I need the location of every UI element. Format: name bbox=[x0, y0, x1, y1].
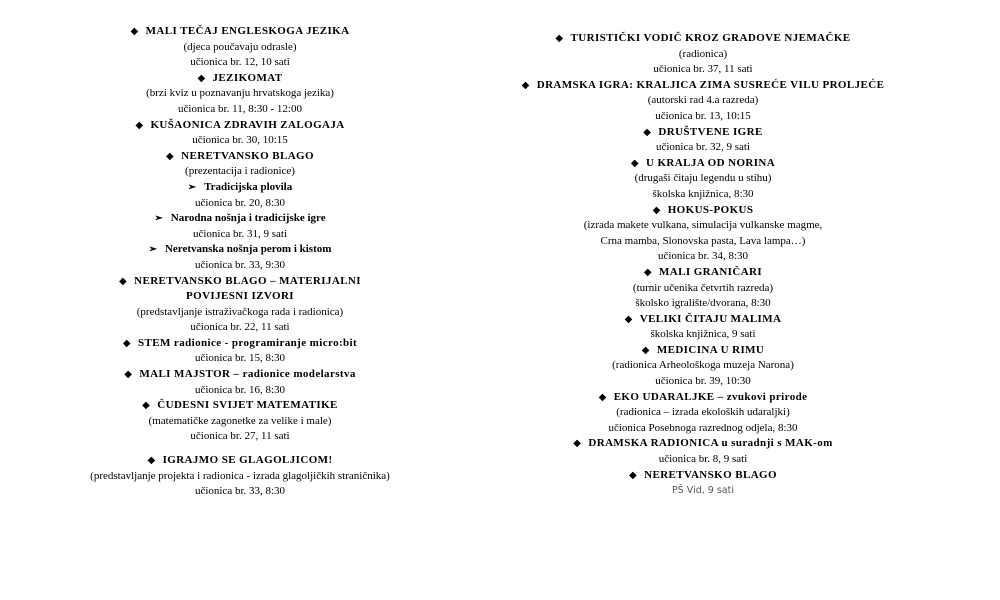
activity-detail bbox=[478, 109, 928, 125]
activity-detail bbox=[478, 281, 928, 297]
activity-title bbox=[478, 343, 928, 359]
activity-detail bbox=[478, 187, 928, 203]
activity-title bbox=[478, 125, 928, 141]
activity-detail bbox=[30, 351, 450, 367]
line-text: MALI TEČAJ ENGLESKOGA JEZIKA bbox=[145, 25, 350, 37]
activity-detail bbox=[478, 358, 928, 374]
line-text: IGRAJMO SE GLAGOLJICOM! bbox=[162, 454, 333, 467]
line-text: učionica br. 31, 9 sati bbox=[192, 227, 288, 240]
line-text: učionica br. 13, 10:15 bbox=[655, 109, 751, 122]
activity-title bbox=[30, 398, 450, 414]
diamond-bullet-icon: ◆ bbox=[641, 344, 650, 356]
line-text: (autorski rad 4.a razreda) bbox=[647, 94, 759, 107]
activity-detail bbox=[30, 133, 450, 149]
activity-detail bbox=[478, 93, 928, 109]
line-text: učionica br. 30, 10:15 bbox=[192, 134, 288, 147]
line-text: NERETVANSKO BLAGO bbox=[181, 149, 314, 162]
line-text: MALI MAJSTOR – radionice modelarstva bbox=[139, 368, 356, 381]
diamond-bullet-icon: ◆ bbox=[643, 126, 652, 138]
line-text: DRAMSKA RADIONICA u suradnji s MAK-om bbox=[588, 437, 833, 450]
diamond-bullet-icon: ◆ bbox=[652, 204, 661, 216]
activity-title bbox=[478, 468, 928, 484]
activity-detail bbox=[478, 374, 928, 390]
activity-title bbox=[478, 31, 928, 47]
activity-title bbox=[30, 71, 450, 87]
line-text: učionica br. 15, 8:30 bbox=[194, 352, 286, 365]
line-text: učionica br. 8, 9 sati bbox=[658, 453, 748, 466]
line-text: (predstavljanje istraživačkoga rada i radionica) bbox=[136, 305, 344, 318]
diamond-bullet-icon: ◆ bbox=[573, 438, 582, 450]
activity-title bbox=[478, 203, 928, 219]
activity-title bbox=[30, 367, 450, 383]
line-text: (izrada makete vulkana, simulacija vulkanske magme, bbox=[583, 219, 823, 232]
activity-detail bbox=[478, 421, 928, 437]
line-text: MALI GRANIČARI bbox=[659, 265, 763, 278]
line-text: DRUŠTVENE IGRE bbox=[658, 125, 763, 138]
line-text: Crna mamba, Slonovska pasta, Lava lampa…) bbox=[600, 234, 806, 247]
line-text: JEZIKOMAT bbox=[212, 71, 283, 84]
activity-location bbox=[478, 483, 928, 499]
activity-detail bbox=[30, 102, 450, 118]
line-text: NERETVANSKO BLAGO bbox=[644, 468, 777, 481]
activity-title bbox=[30, 118, 450, 134]
diamond-bullet-icon: ◆ bbox=[197, 72, 206, 84]
line-text: (matematičke zagonetke za velike i male) bbox=[148, 414, 332, 427]
line-text: POVIJESNI IZVORI bbox=[186, 290, 294, 303]
right-column bbox=[478, 31, 928, 499]
diamond-bullet-icon: ◆ bbox=[119, 275, 128, 287]
line-text: (radionica) bbox=[678, 47, 728, 60]
activity-detail bbox=[30, 196, 450, 212]
activity-detail bbox=[478, 296, 928, 312]
activity-detail bbox=[30, 40, 450, 56]
activity-detail bbox=[30, 484, 450, 500]
line-text: DRAMSKA IGRA: KRALJICA ZIMA SUSREĆE VILU PROLJEĆE bbox=[536, 78, 885, 91]
diamond-bullet-icon: ◆ bbox=[122, 337, 131, 349]
line-text: učionica br. 20, 8:30 bbox=[194, 196, 286, 209]
activity-detail bbox=[478, 452, 928, 468]
activity-detail bbox=[30, 469, 450, 485]
line-text: učionica br. 33, 8:30 bbox=[194, 485, 286, 498]
line-text: (turnir učenika četvrtih razreda) bbox=[632, 281, 774, 294]
diamond-bullet-icon: ◆ bbox=[142, 400, 151, 412]
line-text: (predstavljanje projekta i radionica - izrada glagoljičkih straničnika) bbox=[90, 469, 390, 482]
activity-title bbox=[478, 265, 928, 281]
diamond-bullet-icon: ◆ bbox=[555, 33, 564, 44]
activity-detail bbox=[30, 227, 450, 243]
activity-title bbox=[30, 274, 450, 290]
activity-title bbox=[30, 24, 450, 40]
activity-title bbox=[478, 436, 928, 452]
activity-detail bbox=[478, 218, 928, 234]
diamond-bullet-icon: ◆ bbox=[598, 391, 607, 403]
arrow-bullet-icon: ➢ bbox=[154, 213, 163, 225]
diamond-bullet-icon: ◆ bbox=[630, 157, 639, 169]
line-text: učionica br. 37, 11 sati bbox=[653, 63, 753, 76]
line-text: PŠ Vid, 9 sati bbox=[672, 485, 734, 497]
line-text: KUŠAONICA ZDRAVIH ZALOGAJA bbox=[150, 118, 345, 131]
line-text: učionica br. 27, 11 sati bbox=[190, 430, 290, 443]
line-text: Tradicijska plovila bbox=[204, 180, 293, 193]
activity-title-continued bbox=[30, 289, 450, 305]
activity-detail bbox=[478, 171, 928, 187]
activity-detail bbox=[30, 55, 450, 71]
line-text: školska knjižnica, 8:30 bbox=[652, 187, 754, 200]
line-text: (drugaši čitaju legendu u stihu) bbox=[634, 172, 772, 185]
activity-detail bbox=[478, 405, 928, 421]
diamond-bullet-icon: ◆ bbox=[135, 119, 144, 131]
activity-detail bbox=[30, 383, 450, 399]
activity-detail bbox=[478, 327, 928, 343]
line-text: učionica br. 33, 9:30 bbox=[194, 258, 286, 271]
arrow-bullet-icon: ➢ bbox=[187, 181, 197, 193]
line-text: (prezentacija i radionice) bbox=[185, 165, 295, 178]
line-text: školsko igralište/dvorana, 8:30 bbox=[635, 297, 771, 310]
line-text: učionica br. 12, 10 sati bbox=[190, 56, 290, 69]
activity-detail bbox=[30, 258, 450, 274]
activity-title bbox=[30, 453, 450, 469]
line-text: EKO UDARALJKE – zvukovi prirode bbox=[613, 390, 808, 403]
diamond-bullet-icon: ◆ bbox=[624, 313, 633, 325]
diamond-bullet-icon: ◆ bbox=[629, 469, 638, 481]
diamond-bullet-icon: ◆ bbox=[147, 455, 156, 467]
line-text: TURISTIČKI VODIČ KROZ GRADOVE NJEMAČKE bbox=[570, 32, 851, 44]
diamond-bullet-icon: ◆ bbox=[643, 266, 652, 278]
sub-activity bbox=[30, 180, 450, 196]
activity-detail bbox=[478, 62, 928, 78]
activity-detail bbox=[478, 140, 928, 156]
line-text: STEM radionice - programiranje micro:bit bbox=[138, 336, 358, 349]
activity-detail bbox=[30, 320, 450, 336]
diamond-bullet-icon: ◆ bbox=[166, 150, 175, 162]
activity-title bbox=[478, 78, 928, 94]
diamond-bullet-icon: ◆ bbox=[124, 369, 133, 381]
line-text: učionica Posebnoga razrednog odjela, 8:30 bbox=[608, 421, 798, 434]
line-text: (djeca poučavaju odrasle) bbox=[183, 40, 297, 53]
line-text: učionica br. 34, 8:30 bbox=[657, 250, 749, 263]
line-text: školska knjižnica, 9 sati bbox=[650, 328, 756, 341]
line-text: ČUDESNI SVIJET MATEMATIKE bbox=[157, 399, 338, 412]
activity-title bbox=[30, 336, 450, 352]
activity-title bbox=[478, 390, 928, 406]
left-column bbox=[30, 24, 450, 500]
spacer bbox=[30, 445, 450, 453]
line-text: učionica br. 16, 8:30 bbox=[194, 383, 286, 396]
line-text: NERETVANSKO BLAGO – MATERIJALNI bbox=[134, 274, 361, 287]
line-text: učionica br. 39, 10:30 bbox=[655, 375, 751, 388]
activity-detail bbox=[30, 305, 450, 321]
activity-detail bbox=[478, 249, 928, 265]
diamond-bullet-icon: ◆ bbox=[521, 79, 530, 91]
activity-detail bbox=[30, 86, 450, 102]
line-text: (brzi kviz u poznavanju hrvatskoga jezika) bbox=[146, 87, 334, 100]
line-text: učionica br. 22, 11 sati bbox=[190, 321, 290, 334]
activity-detail bbox=[30, 164, 450, 180]
activity-title bbox=[478, 312, 928, 328]
activity-detail bbox=[478, 47, 928, 63]
sub-activity bbox=[30, 242, 450, 258]
line-text: HOKUS-POKUS bbox=[667, 203, 754, 216]
activity-detail bbox=[30, 414, 450, 430]
activity-detail bbox=[30, 429, 450, 445]
line-text: Narodna nošnja i tradicijske igre bbox=[170, 212, 326, 225]
sub-activity bbox=[30, 211, 450, 227]
line-text: VELIKI ČITAJU MALIMA bbox=[639, 312, 782, 325]
line-text: (radionica – izrada ekoloških udaraljki) bbox=[616, 406, 790, 419]
activity-detail bbox=[478, 234, 928, 250]
diamond-bullet-icon: ◆ bbox=[130, 26, 139, 37]
line-text: (radionica Arheološkoga muzeja Narona) bbox=[612, 359, 794, 372]
activity-title bbox=[478, 156, 928, 172]
line-text: učionica br. 32, 9 sati bbox=[655, 141, 751, 154]
arrow-bullet-icon: ➢ bbox=[148, 244, 157, 256]
line-text: Neretvanska nošnja perom i kistom bbox=[164, 243, 332, 256]
line-text: MEDICINA U RIMU bbox=[656, 343, 765, 356]
activity-title bbox=[30, 149, 450, 165]
line-text: U KRALJA OD NORINA bbox=[645, 156, 776, 169]
line-text: učionica br. 11, 8:30 - 12:00 bbox=[178, 102, 302, 115]
